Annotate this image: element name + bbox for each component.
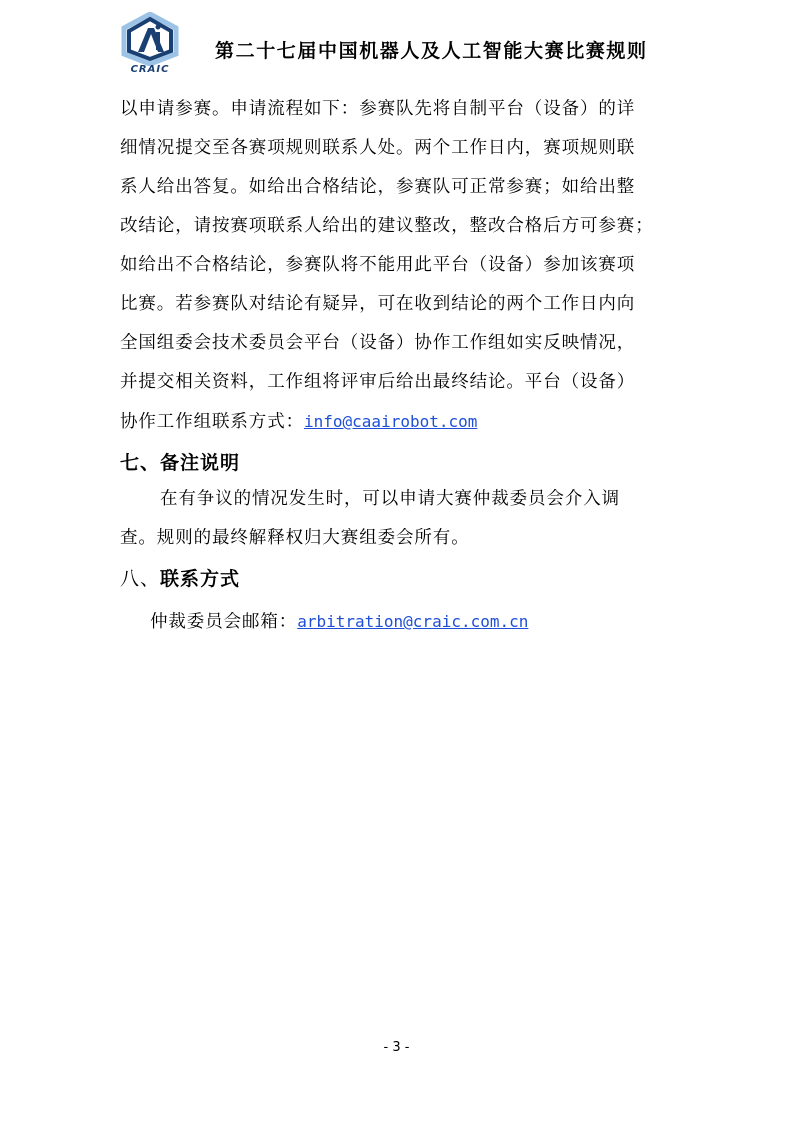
paragraph-line: 如给出不合格结论，参赛队将不能用此平台（设备）参加该赛项 <box>120 255 636 275</box>
arbitration-label: 仲裁委员会邮箱： <box>150 612 298 632</box>
craic-logo <box>118 12 182 76</box>
paragraph-line: 全国组委会技术委员会平台（设备）协作工作组如实反映情况， <box>120 333 636 353</box>
paragraph-line: 系人给出答复。如给出合格结论，参赛队可正常参赛；如给出整 <box>120 177 636 197</box>
section-8-title: 联系方式 <box>160 568 241 590</box>
logo-text: CRAIC <box>130 64 170 75</box>
paragraph-application-process <box>120 90 680 442</box>
paragraph-remarks <box>120 480 680 558</box>
arbitration-email-link[interactable]: arbitration@craic.com.cn <box>297 612 529 631</box>
paragraph-line: 比赛。若参赛队对结论有疑异，可在收到结论的两个工作日内向 <box>120 294 636 314</box>
section-7-heading: 七、备注说明 <box>120 452 241 474</box>
contact-prefix: 协作工作组联系方式： <box>120 412 304 432</box>
info-email-link[interactable]: info@caairobot.com <box>304 412 478 431</box>
section-8-number: 八、 <box>120 568 161 590</box>
paragraph-line: 改结论，请按赛项联系人给出的建议整改，整改合格后方可参赛； <box>120 216 654 236</box>
paragraph-line: 并提交相关资料，工作组将评审后给出最终结论。平台（设备） <box>120 372 636 392</box>
paragraph-line: 细情况提交至各赛项规则联系人处。两个工作日内，赛项规则联 <box>120 138 636 158</box>
page-number: - 3 - <box>383 1040 410 1055</box>
paragraph-line: 以申请参赛。申请流程如下：参赛队先将自制平台（设备）的详 <box>120 99 636 119</box>
paragraph-line: 查。规则的最终解释权归大赛组委会所有。 <box>120 528 470 548</box>
paragraph-line-contact <box>120 402 680 442</box>
logo-hexagon-icon <box>118 12 182 66</box>
section-8-heading <box>120 564 240 591</box>
arbitration-contact <box>150 608 528 633</box>
header-title: 第二十七届中国机器人及人工智能大赛比赛规则 <box>215 40 648 62</box>
paragraph-line: 在有争议的情况发生时，可以申请大赛仲裁委员会介入调 <box>160 489 620 509</box>
